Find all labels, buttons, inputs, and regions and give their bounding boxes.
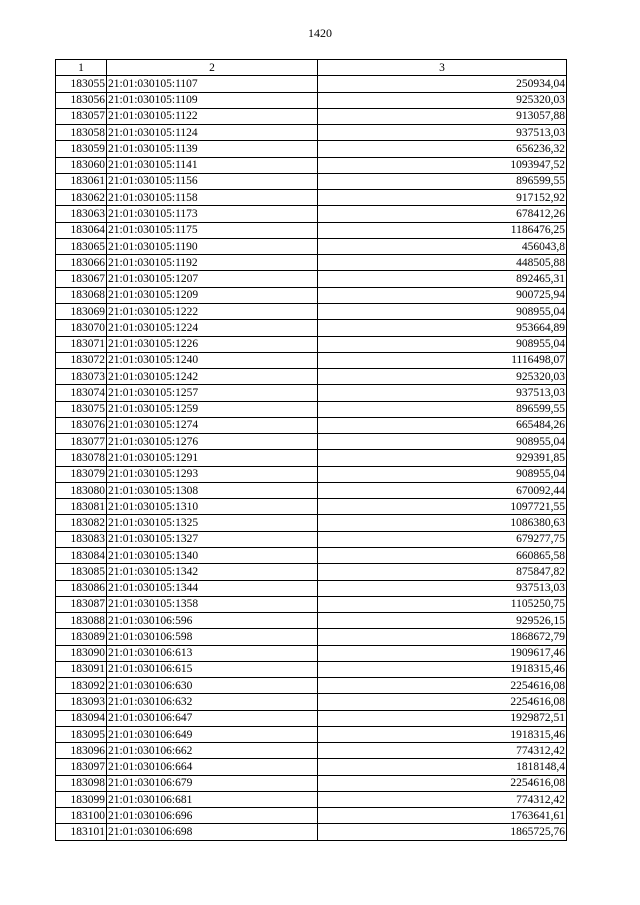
value-cell: 925320,03 [318, 369, 567, 385]
value-cell: 678412,26 [318, 206, 567, 222]
cadastral-number-cell: 21:01:030106:632 [107, 694, 318, 710]
cadastral-number-cell: 21:01:030105:1259 [107, 401, 318, 417]
cadastral-number-cell: 21:01:030105:1342 [107, 564, 318, 580]
table-row [56, 222, 567, 238]
row-number-cell: 183056 [56, 92, 107, 108]
table-row [56, 661, 567, 677]
table-body [56, 76, 567, 840]
row-number-cell: 183070 [56, 320, 107, 336]
value-cell: 656236,32 [318, 141, 567, 157]
cadastral-number-cell: 21:01:030105:1175 [107, 222, 318, 238]
value-cell: 456043,8 [318, 238, 567, 254]
row-number-cell: 183059 [56, 141, 107, 157]
table-row [56, 92, 567, 108]
table-row [56, 499, 567, 515]
value-cell: 875847,82 [318, 564, 567, 580]
cadastral-number-cell: 21:01:030105:1158 [107, 190, 318, 206]
table-row [56, 515, 567, 531]
table-row [56, 482, 567, 498]
row-number-cell: 183058 [56, 125, 107, 141]
row-number-cell: 183101 [56, 824, 107, 840]
cadastral-number-cell: 21:01:030105:1308 [107, 482, 318, 498]
cadastral-number-cell: 21:01:030106:615 [107, 661, 318, 677]
cadastral-number-cell: 21:01:030105:1257 [107, 385, 318, 401]
table-row [56, 255, 567, 271]
row-number-cell: 183083 [56, 531, 107, 547]
cadastral-number-cell: 21:01:030105:1107 [107, 76, 318, 92]
cadastral-number-cell: 21:01:030105:1344 [107, 580, 318, 596]
table-row [56, 678, 567, 694]
row-number-cell: 183064 [56, 222, 107, 238]
cadastral-number-cell: 21:01:030105:1293 [107, 466, 318, 482]
row-number-cell: 183075 [56, 401, 107, 417]
table-row [56, 710, 567, 726]
table-row [56, 125, 567, 141]
row-number-cell: 183096 [56, 743, 107, 759]
cadastral-number-cell: 21:01:030105:1240 [107, 352, 318, 368]
cadastral-number-cell: 21:01:030105:1209 [107, 287, 318, 303]
cadastral-number-cell: 21:01:030106:679 [107, 775, 318, 791]
table-row [56, 466, 567, 482]
value-cell: 929391,85 [318, 450, 567, 466]
table-row [56, 759, 567, 775]
row-number-cell: 183065 [56, 238, 107, 254]
row-number-cell: 183087 [56, 596, 107, 612]
cadastral-number-cell: 21:01:030106:664 [107, 759, 318, 775]
cadastral-number-cell: 21:01:030106:613 [107, 645, 318, 661]
value-cell: 1116498,07 [318, 352, 567, 368]
table-row [56, 271, 567, 287]
row-number-cell: 183088 [56, 613, 107, 629]
cadastral-number-cell: 21:01:030105:1310 [107, 499, 318, 515]
row-number-cell: 183092 [56, 678, 107, 694]
cadastral-number-cell: 21:01:030105:1358 [107, 596, 318, 612]
table-row [56, 824, 567, 840]
cadastral-number-cell: 21:01:030105:1276 [107, 434, 318, 450]
row-number-cell: 183098 [56, 775, 107, 791]
value-cell: 774312,42 [318, 743, 567, 759]
cadastral-number-cell: 21:01:030105:1226 [107, 336, 318, 352]
row-number-cell: 183100 [56, 808, 107, 824]
value-cell: 908955,04 [318, 303, 567, 319]
value-cell: 1918315,46 [318, 661, 567, 677]
row-number-cell: 183095 [56, 726, 107, 742]
table-row [56, 596, 567, 612]
table-row [56, 645, 567, 661]
value-cell: 1868672,79 [318, 629, 567, 645]
table-row [56, 320, 567, 336]
value-cell: 892465,31 [318, 271, 567, 287]
value-cell: 953664,89 [318, 320, 567, 336]
table-row [56, 385, 567, 401]
table-row [56, 352, 567, 368]
row-number-cell: 183099 [56, 791, 107, 807]
table-row [56, 531, 567, 547]
value-cell: 1818148,4 [318, 759, 567, 775]
value-cell: 2254616,08 [318, 694, 567, 710]
value-cell: 908955,04 [318, 434, 567, 450]
row-number-cell: 183093 [56, 694, 107, 710]
cadastral-number-cell: 21:01:030105:1222 [107, 303, 318, 319]
table-row [56, 206, 567, 222]
value-cell: 1093947,52 [318, 157, 567, 173]
cadastral-number-cell: 21:01:030105:1139 [107, 141, 318, 157]
row-number-cell: 183062 [56, 190, 107, 206]
cadastral-number-cell: 21:01:030106:647 [107, 710, 318, 726]
row-number-cell: 183068 [56, 287, 107, 303]
table-row [56, 238, 567, 254]
row-number-cell: 183067 [56, 271, 107, 287]
cadastral-number-cell: 21:01:030106:696 [107, 808, 318, 824]
cadastral-number-cell: 21:01:030105:1274 [107, 417, 318, 433]
value-cell: 925320,03 [318, 92, 567, 108]
cadastral-number-cell: 21:01:030105:1109 [107, 92, 318, 108]
value-cell: 1086380,63 [318, 515, 567, 531]
row-number-cell: 183074 [56, 385, 107, 401]
cadastral-number-cell: 21:01:030105:1122 [107, 108, 318, 124]
table-row [56, 775, 567, 791]
value-cell: 1186476,25 [318, 222, 567, 238]
table-row [56, 287, 567, 303]
row-number-cell: 183069 [56, 303, 107, 319]
value-cell: 908955,04 [318, 466, 567, 482]
row-number-cell: 183063 [56, 206, 107, 222]
cadastral-number-cell: 21:01:030106:630 [107, 678, 318, 694]
value-cell: 937513,03 [318, 580, 567, 596]
value-cell: 660865,58 [318, 547, 567, 563]
row-number-cell: 183094 [56, 710, 107, 726]
row-number-cell: 183071 [56, 336, 107, 352]
table-row [56, 369, 567, 385]
cadastral-number-cell: 21:01:030105:1173 [107, 206, 318, 222]
table-row [56, 190, 567, 206]
value-cell: 2254616,08 [318, 775, 567, 791]
value-cell: 250934,04 [318, 76, 567, 92]
value-cell: 937513,03 [318, 385, 567, 401]
cadastral-number-cell: 21:01:030105:1327 [107, 531, 318, 547]
value-cell: 937513,03 [318, 125, 567, 141]
row-number-cell: 183084 [56, 547, 107, 563]
cadastral-number-cell: 21:01:030106:662 [107, 743, 318, 759]
row-number-cell: 183055 [56, 76, 107, 92]
value-cell: 1929872,51 [318, 710, 567, 726]
row-number-cell: 183089 [56, 629, 107, 645]
value-cell: 913057,88 [318, 108, 567, 124]
table-row [56, 450, 567, 466]
cadastral-number-cell: 21:01:030106:681 [107, 791, 318, 807]
cadastral-number-cell: 21:01:030105:1325 [107, 515, 318, 531]
table-row [56, 694, 567, 710]
value-cell: 679277,75 [318, 531, 567, 547]
cadastral-number-cell: 21:01:030106:698 [107, 824, 318, 840]
table-row [56, 141, 567, 157]
row-number-cell: 183097 [56, 759, 107, 775]
column-header-3: 3 [318, 60, 567, 76]
table-row [56, 629, 567, 645]
table-row [56, 401, 567, 417]
table-row [56, 808, 567, 824]
cadastral-number-cell: 21:01:030105:1124 [107, 125, 318, 141]
value-cell: 1763641,61 [318, 808, 567, 824]
table-row [56, 726, 567, 742]
cadastral-number-cell: 21:01:030105:1242 [107, 369, 318, 385]
cadastral-number-cell: 21:01:030105:1190 [107, 238, 318, 254]
row-number-cell: 183082 [56, 515, 107, 531]
value-cell: 774312,42 [318, 791, 567, 807]
row-number-cell: 183060 [56, 157, 107, 173]
value-cell: 929526,15 [318, 613, 567, 629]
row-number-cell: 183080 [56, 482, 107, 498]
row-number-cell: 183086 [56, 580, 107, 596]
value-cell: 2254616,08 [318, 678, 567, 694]
table-row [56, 613, 567, 629]
row-number-cell: 183085 [56, 564, 107, 580]
row-number-cell: 183057 [56, 108, 107, 124]
column-header-1: 1 [56, 60, 107, 76]
table-row [56, 157, 567, 173]
row-number-cell: 183076 [56, 417, 107, 433]
row-number-cell: 183072 [56, 352, 107, 368]
table-row [56, 434, 567, 450]
value-cell: 448505,88 [318, 255, 567, 271]
value-cell: 896599,55 [318, 401, 567, 417]
value-cell: 900725,94 [318, 287, 567, 303]
cadastral-number-cell: 21:01:030106:649 [107, 726, 318, 742]
cadastral-number-cell: 21:01:030105:1291 [107, 450, 318, 466]
row-number-cell: 183081 [56, 499, 107, 515]
value-cell: 670092,44 [318, 482, 567, 498]
table-row [56, 336, 567, 352]
value-cell: 1865725,76 [318, 824, 567, 840]
row-number-cell: 183091 [56, 661, 107, 677]
cadastral-number-cell: 21:01:030105:1224 [107, 320, 318, 336]
table-row [56, 547, 567, 563]
table-row [56, 173, 567, 189]
row-number-cell: 183078 [56, 450, 107, 466]
value-cell: 1105250,75 [318, 596, 567, 612]
table-header-row [56, 60, 567, 76]
cadastral-number-cell: 21:01:030105:1192 [107, 255, 318, 271]
row-number-cell: 183073 [56, 369, 107, 385]
table-row [56, 303, 567, 319]
cadastral-number-cell: 21:01:030105:1156 [107, 173, 318, 189]
table-row [56, 564, 567, 580]
row-number-cell: 183077 [56, 434, 107, 450]
row-number-cell: 183090 [56, 645, 107, 661]
data-table [55, 59, 567, 841]
page-number: 1420 [308, 26, 332, 40]
row-number-cell: 183066 [56, 255, 107, 271]
value-cell: 896599,55 [318, 173, 567, 189]
value-cell: 1909617,46 [318, 645, 567, 661]
table-row [56, 743, 567, 759]
row-number-cell: 183061 [56, 173, 107, 189]
column-header-2: 2 [107, 60, 318, 76]
cadastral-number-cell: 21:01:030106:596 [107, 613, 318, 629]
table-row [56, 580, 567, 596]
table-row [56, 76, 567, 92]
cadastral-number-cell: 21:01:030105:1141 [107, 157, 318, 173]
table-row [56, 791, 567, 807]
cadastral-number-cell: 21:01:030105:1340 [107, 547, 318, 563]
row-number-cell: 183079 [56, 466, 107, 482]
value-cell: 665484,26 [318, 417, 567, 433]
value-cell: 1097721,55 [318, 499, 567, 515]
cadastral-number-cell: 21:01:030106:598 [107, 629, 318, 645]
value-cell: 1918315,46 [318, 726, 567, 742]
table-row [56, 108, 567, 124]
cadastral-number-cell: 21:01:030105:1207 [107, 271, 318, 287]
table-row [56, 417, 567, 433]
value-cell: 908955,04 [318, 336, 567, 352]
value-cell: 917152,92 [318, 190, 567, 206]
